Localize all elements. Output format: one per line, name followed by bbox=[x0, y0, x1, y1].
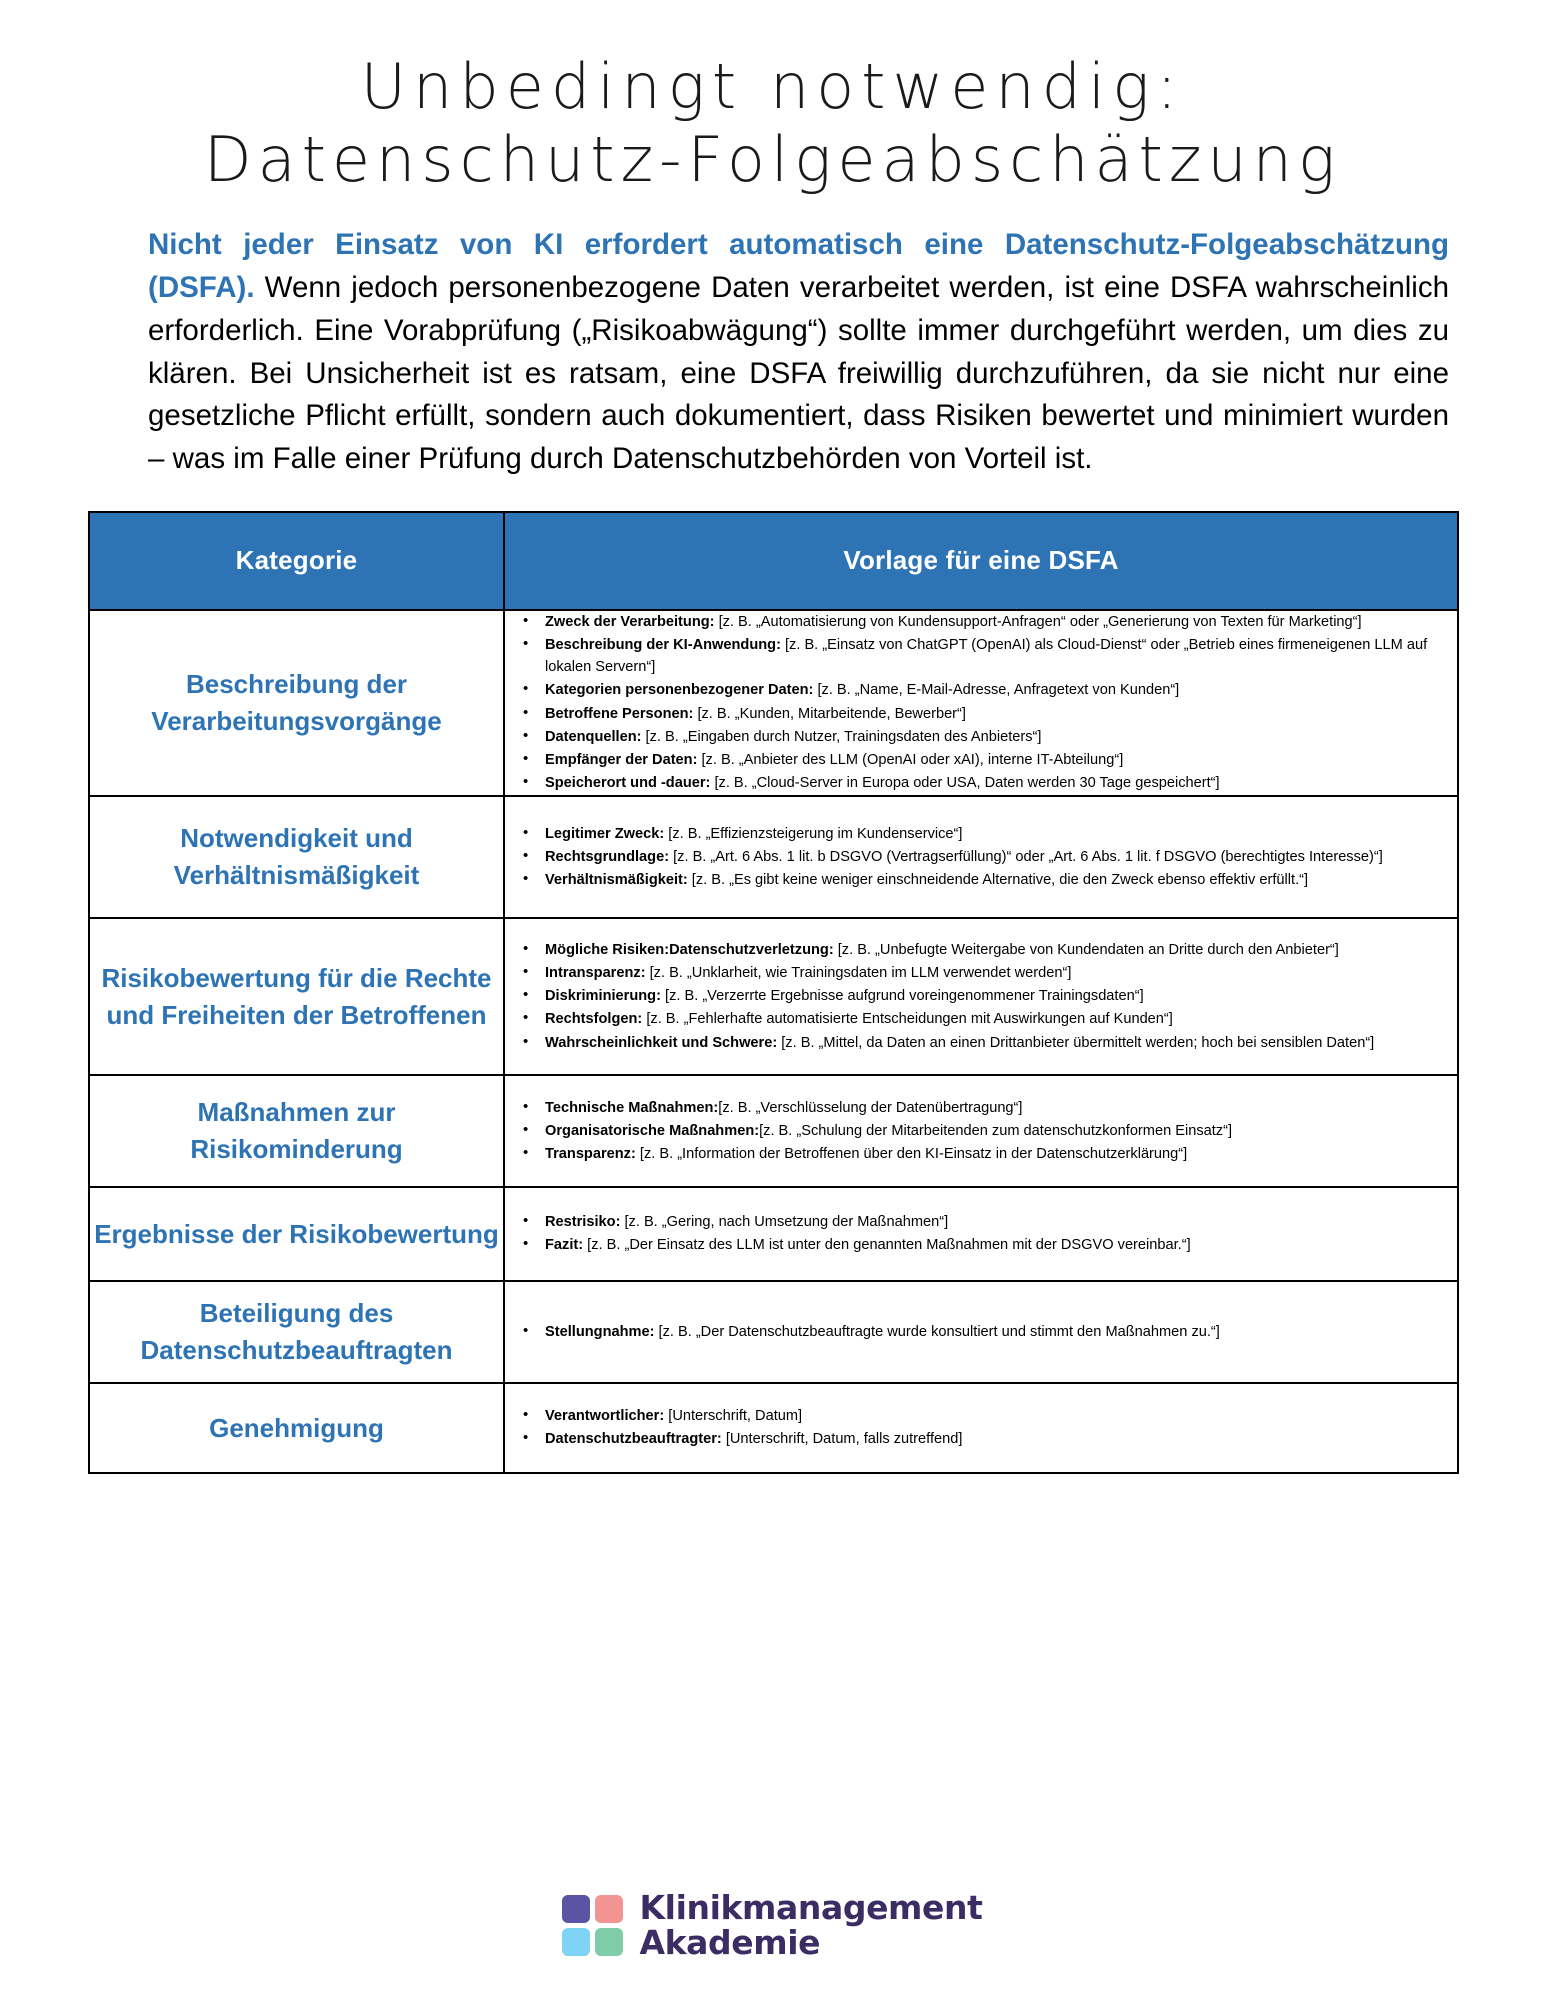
list-item bbox=[545, 1008, 1457, 1030]
dsfa-table-wrapper bbox=[0, 511, 1545, 1474]
bullet-label: Restrisiko: bbox=[545, 1214, 621, 1231]
bullet-label: Datenquellen: bbox=[545, 728, 642, 745]
bullet-list bbox=[505, 1097, 1457, 1166]
template-cell bbox=[504, 1383, 1458, 1473]
intro-rest: Wenn jedoch personenbezogene Daten verarbeitet werden, ist eine DSFA wahrscheinlich erforderlich. Eine Vorabprüfung („Risikoabwägung“) sollte immer durchgeführt werden, um dies zu klären. Bei Unsicherheit ist es ratsam, eine DSFA freiwillig durchzuführen, da sie nicht nur eine gesetzliche Pflicht erfüllt, sondern auch dokumentiert, dass Risiken bewertet und minimiert wurden – was im Falle einer Prüfung durch Datenschutzbehörden von Vorteil ist. bbox=[148, 271, 1449, 476]
bullet-label: Fazit: bbox=[545, 1237, 584, 1254]
bullet-label: Beschreibung der KI-Anwendung: bbox=[545, 637, 781, 654]
bullet-label: Speicherort und -dauer: bbox=[545, 775, 711, 792]
bullet-text: [z. B. „Unklarheit, wie Trainingsdaten im LLM verwendet werden“] bbox=[645, 965, 1072, 982]
logo-tiles-icon bbox=[562, 1895, 623, 1956]
bullet-label: Intransparenz: bbox=[545, 965, 646, 982]
bullet-text: [z. B. „Der Einsatz des LLM ist unter den genannten Maßnahmen mit der DSGVO vereinbar.“] bbox=[583, 1237, 1191, 1254]
list-item bbox=[545, 846, 1457, 868]
bullet-list bbox=[505, 611, 1457, 794]
bullet-label: Verhältnismäßigkeit: bbox=[545, 871, 688, 888]
bullet-text: [Unterschrift, Datum] bbox=[664, 1408, 803, 1425]
template-cell bbox=[504, 796, 1458, 918]
column-header-kategorie: Kategorie bbox=[89, 512, 504, 610]
table-row bbox=[89, 796, 1458, 918]
bullet-text: [z. B. „Kunden, Mitarbeitende, Bewerber“] bbox=[693, 705, 966, 722]
logo-line-2: Akademie bbox=[639, 1922, 821, 1962]
table-body bbox=[89, 610, 1458, 1473]
list-item bbox=[545, 869, 1457, 891]
template-cell bbox=[504, 1281, 1458, 1383]
intro-paragraph bbox=[148, 224, 1449, 481]
bullet-list bbox=[505, 1405, 1457, 1450]
bullet-label: Verantwortlicher: bbox=[545, 1408, 665, 1425]
category-cell: Maßnahmen zur Risikominderung bbox=[89, 1075, 504, 1187]
footer bbox=[0, 1888, 1545, 1962]
dsfa-table bbox=[88, 511, 1459, 1474]
list-item bbox=[545, 634, 1457, 678]
logo-line-1: Klinikmanagement bbox=[639, 1888, 983, 1928]
bullet-text: [z. B. „Art. 6 Abs. 1 lit. b DSGVO (Vertragserfüllung)“ oder „Art. 6 Abs. 1 lit. f DSGVO (berechtigtes Interesse)“] bbox=[669, 848, 1383, 865]
table-header-row bbox=[89, 512, 1458, 610]
bullet-text: [Unterschrift, Datum, falls zutreffend] bbox=[721, 1431, 963, 1448]
bullet-text: [z. B. „Fehlerhafte automatisierte Entscheidungen mit Auswirkungen auf Kunden“] bbox=[642, 1011, 1173, 1028]
bullet-text: [z. B. „Verschlüsselung der Datenübertragung“] bbox=[718, 1099, 1023, 1116]
list-item bbox=[545, 726, 1457, 748]
list-item bbox=[545, 1097, 1457, 1119]
bullet-label: Legitimer Zweck: bbox=[545, 825, 665, 842]
list-item bbox=[545, 1143, 1457, 1165]
category-cell: Beteiligung des Datenschutzbeauftragten bbox=[89, 1281, 504, 1383]
bullet-list bbox=[505, 823, 1457, 892]
bullet-label: Zweck der Verarbeitung: bbox=[545, 613, 715, 630]
bullet-text: [z. B. „Anbieter des LLM (OpenAI oder xAI), interne IT-Abteilung“] bbox=[697, 751, 1124, 768]
list-item bbox=[545, 1234, 1457, 1256]
bullet-text: [z. B. „Eingaben durch Nutzer, Trainingsdaten des Anbieters“] bbox=[641, 728, 1042, 745]
template-cell bbox=[504, 610, 1458, 796]
list-item bbox=[545, 1321, 1457, 1343]
list-item bbox=[545, 703, 1457, 725]
bullet-text: [z. B. „Der Datenschutzbeauftragte wurde konsultiert und stimmt den Maßnahmen zu.“] bbox=[654, 1323, 1220, 1340]
bullet-text: [z. B. „Verzerrte Ergebnisse aufgrund voreingenommener Trainingsdaten“] bbox=[660, 988, 1144, 1005]
bullet-label: Diskriminierung: bbox=[545, 988, 661, 1005]
list-item bbox=[545, 962, 1457, 984]
bullet-text: [z. B. „Automatisierung von Kundensupport-Anfragen“ oder „Generierung von Texten für Marketing“] bbox=[714, 613, 1362, 630]
table-row bbox=[89, 1281, 1458, 1383]
bullet-label: Stellungnahme: bbox=[545, 1323, 655, 1340]
title-line-1: Unbedingt notwendig: bbox=[360, 50, 1185, 123]
list-item bbox=[545, 1032, 1457, 1054]
list-item bbox=[545, 772, 1457, 794]
bullet-text: [z. B. „Mittel, da Daten an einen Drittanbieter übermittelt werden; hoch bei sensiblen Daten“] bbox=[777, 1034, 1375, 1051]
bullet-label: Transparenz: bbox=[545, 1145, 636, 1162]
bullet-label: Technische Maßnahmen: bbox=[545, 1099, 719, 1116]
table-row bbox=[89, 1187, 1458, 1281]
list-item bbox=[545, 611, 1457, 633]
bullet-label: Wahrscheinlichkeit und Schwere: bbox=[545, 1034, 778, 1051]
bullet-label: Rechtsgrundlage: bbox=[545, 848, 670, 865]
template-cell bbox=[504, 918, 1458, 1075]
bullet-text: [z. B. „Einsatz von ChatGPT (OpenAI) als Cloud-Dienst“ oder „Betrieb eines firmeneigenen LLM auf lokalen Servern“] bbox=[545, 637, 1428, 676]
bullet-list bbox=[505, 939, 1457, 1054]
table-row bbox=[89, 610, 1458, 796]
tile-top-right bbox=[595, 1895, 623, 1923]
logo-wordmark bbox=[639, 1888, 983, 1962]
bullet-text: [z. B. „Cloud-Server in Europa oder USA, Daten werden 30 Tage gespeichert“] bbox=[710, 775, 1220, 792]
list-item bbox=[545, 679, 1457, 701]
list-item bbox=[545, 1211, 1457, 1233]
bullet-list bbox=[505, 1321, 1457, 1343]
tile-bottom-left bbox=[562, 1928, 590, 1956]
bullet-text: [z. B. „Schulung der Mitarbeitenden zum datenschutzkonformen Einsatz“] bbox=[759, 1122, 1233, 1139]
bullet-text: [z. B. „Es gibt keine weniger einschneidende Alternative, die den Zweck ebenso effektiv erfüllt.“] bbox=[687, 871, 1309, 888]
table-row bbox=[89, 1383, 1458, 1473]
title-line-2: Datenschutz-Folgeabschätzung bbox=[203, 123, 1342, 197]
bullet-list bbox=[505, 1211, 1457, 1256]
table-head bbox=[89, 512, 1458, 610]
brand-logo bbox=[562, 1888, 983, 1962]
list-item bbox=[545, 823, 1457, 845]
table-row bbox=[89, 1075, 1458, 1187]
category-cell: Beschreibung der Verarbeitungsvorgänge bbox=[89, 610, 504, 796]
template-cell bbox=[504, 1075, 1458, 1187]
page-title bbox=[0, 0, 1545, 196]
category-cell: Ergebnisse der Risikobewertung bbox=[89, 1187, 504, 1281]
tile-top-left bbox=[562, 1895, 590, 1923]
bullet-label: Empfänger der Daten: bbox=[545, 751, 698, 768]
bullet-label: Kategorien personenbezogener Daten: bbox=[545, 682, 814, 699]
list-item bbox=[545, 1428, 1457, 1450]
category-cell: Genehmigung bbox=[89, 1383, 504, 1473]
list-item bbox=[545, 985, 1457, 1007]
list-item bbox=[545, 749, 1457, 771]
template-cell bbox=[504, 1187, 1458, 1281]
list-item bbox=[545, 1120, 1457, 1142]
bullet-label: Organisatorische Maßnahmen: bbox=[545, 1122, 760, 1139]
category-cell: Notwendigkeit und Verhältnismäßigkeit bbox=[89, 796, 504, 918]
bullet-label: Datenschutzbeauftragter: bbox=[545, 1431, 722, 1448]
list-item bbox=[545, 939, 1457, 961]
bullet-text: [z. B. „Effizienzsteigerung im Kundenservice“] bbox=[664, 825, 963, 842]
intro-lead: Nicht jeder Einsatz von KI erfordert automatisch eine Datenschutz-Folgeabschätzung (DSFA). bbox=[148, 228, 1449, 305]
tile-bottom-right bbox=[595, 1928, 623, 1956]
bullet-label: Betroffene Personen: bbox=[545, 705, 694, 722]
bullet-label: Rechtsfolgen: bbox=[545, 1011, 643, 1028]
list-item bbox=[545, 1405, 1457, 1427]
bullet-text: [z. B. „Unbefugte Weitergabe von Kundendaten an Dritte durch den Anbieter“] bbox=[833, 941, 1339, 958]
column-header-vorlage: Vorlage für eine DSFA bbox=[504, 512, 1458, 610]
bullet-text: [z. B. „Information der Betroffenen über den KI-Einsatz in der Datenschutzerklärung“] bbox=[635, 1145, 1188, 1162]
bullet-label: Mögliche Risiken:Datenschutzverletzung: bbox=[545, 941, 834, 958]
category-cell: Risikobewertung für die Rechte und Freiheiten der Betroffenen bbox=[89, 918, 504, 1075]
table-row bbox=[89, 918, 1458, 1075]
bullet-text: [z. B. „Gering, nach Umsetzung der Maßnahmen“] bbox=[620, 1214, 949, 1231]
bullet-text: [z. B. „Name, E-Mail-Adresse, Anfragetext von Kunden“] bbox=[813, 682, 1180, 699]
